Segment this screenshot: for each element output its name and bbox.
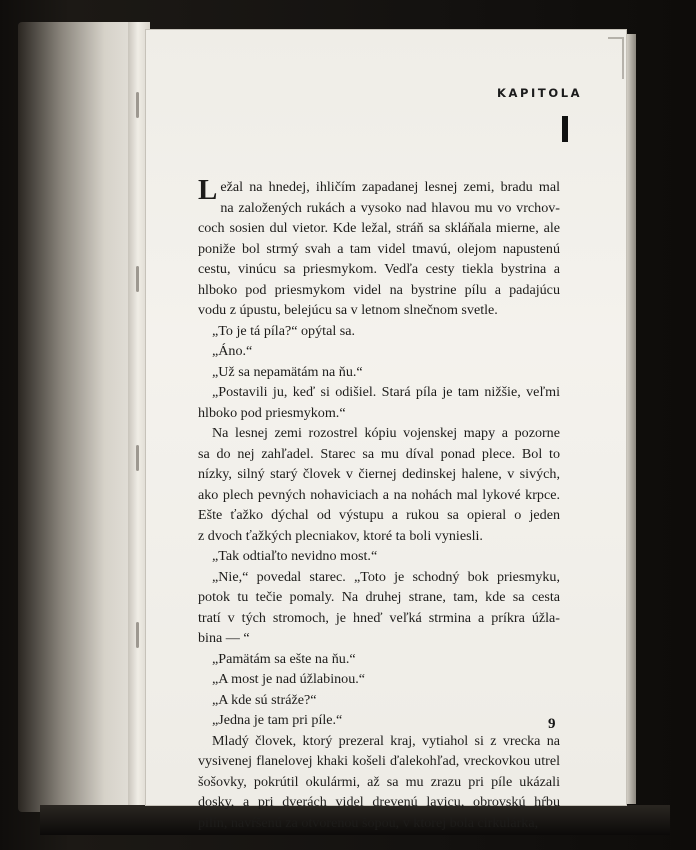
- text-line: cestu, vinúcu sa priesmykom. Vedľa cesty tiekla bystrina a: [198, 261, 560, 277]
- text-line: šošovky, pokrútil okulármi, až sa mu zrazu pri píle ukázali: [198, 773, 560, 790]
- text-line: coch sosien dul vietor. Kde ležal, stráň sa skláňala mierne, ale: [198, 220, 560, 236]
- text-line: hlboko pod priesmykom videl na bystrine pílu a padajúcu: [198, 281, 560, 298]
- text-line: „Nie,“ povedal starec. „Toto je schodný bok priesmyku,: [212, 568, 560, 585]
- text-line: potok tu tečie pomaly. Na druhej strane, tam, kde sa cesta: [198, 589, 560, 605]
- text-line: „Áno.“: [212, 343, 253, 359]
- text-line: Ešte ťažko dýchal od výstupu a rukou sa opieral o jeden: [198, 507, 560, 523]
- body-text: [198, 174, 560, 833]
- binding-stitch: [136, 266, 139, 292]
- page-stack-edge: [626, 34, 636, 804]
- chapter-heading: KAPITOLA: [497, 86, 583, 100]
- left-page-edge: [18, 22, 142, 812]
- paragraph: [198, 341, 560, 362]
- paragraph: [198, 649, 560, 670]
- text-line: z dvoch ťažkých plecniakov, ktoré ta boli vyniesli.: [198, 527, 483, 544]
- text-line: na založených rukách a vysoko nad hlavou mu vo vrchov-: [220, 199, 560, 216]
- text-line: „Pamätám sa ešte na ňu.“: [212, 650, 356, 667]
- text-line: hlboko pod priesmykom.“: [198, 404, 346, 421]
- text-line: poniže bol strmý svah a tam videl tmavú, olejom napustenú: [198, 240, 560, 257]
- text-line: pilín, navŕšenú za otvorenou šopou, v ktorej bola cirkulárka,: [198, 814, 539, 831]
- binding-stitch: [136, 622, 139, 648]
- text-line: „Postavili ju, keď si odišiel. Stará píla je tam nižšie, veľmi: [212, 384, 560, 400]
- drop-cap: L: [198, 174, 218, 206]
- paragraph: [198, 321, 560, 342]
- text-line: sa do nej zahľadel. Starec sa mu díval ponad plece. Bol to: [198, 445, 560, 462]
- text-line: bina — “: [198, 630, 250, 646]
- paragraph: [198, 690, 560, 711]
- paragraph: [198, 731, 560, 834]
- text-line: „To je tá píla?“ opýtal sa.: [212, 322, 356, 339]
- text-line: tratí v tých stromoch, je hneď veľká strmina a príkra úžla-: [198, 609, 560, 626]
- text-line: nízky, silný starý človek v čiernej dedinskej halene, v sivých,: [198, 466, 560, 482]
- paragraph: [198, 362, 560, 383]
- paragraph: [198, 423, 560, 546]
- text-line: „Už sa nepamätám na ňu.“: [212, 363, 363, 380]
- binding-stitch: [136, 445, 139, 471]
- text-line: ako plech pevných nohaviciach a na nohách mal lykové krpce.: [198, 486, 560, 503]
- paragraph: [198, 382, 560, 423]
- chapter-number-mark: [562, 116, 568, 142]
- page-number: 9: [548, 716, 556, 732]
- paragraph: [198, 669, 560, 690]
- paragraph: [198, 710, 560, 731]
- text-line: ežal na hnedej, ihličím zapadanej lesnej zemi, bradu mal: [220, 179, 560, 195]
- text-line: „A most je nad úžlabinou.“: [212, 671, 366, 687]
- text-line: dosky, a pri dverách videl drevenú lavicu, obrovskú hŕbu: [198, 794, 560, 810]
- text-line: vysivenej flanelovej khaki košeli ďalekohľad, vreckovkou utrel: [198, 753, 560, 769]
- paragraph: [198, 546, 560, 567]
- text-line: „Jedna je tam pri píle.“: [212, 712, 343, 728]
- text-line: „A kde sú stráže?“: [212, 691, 317, 708]
- paragraph: [198, 174, 560, 321]
- text-line: Na lesnej zemi rozostrel kópiu vojenskej mapy a pozorne: [212, 425, 560, 441]
- text-line: Mladý človek, ktorý prezeral kraj, vytiahol si z vrecka na: [212, 732, 560, 749]
- binding-stitch: [136, 92, 139, 118]
- paragraph: [198, 567, 560, 649]
- page-corner-mark: [608, 37, 624, 79]
- text-line: „Tak odtiaľto nevidno most.“: [212, 548, 378, 564]
- text-line: vodu z úpustu, belejúcu sa v letnom slnečnom svetle.: [198, 302, 498, 318]
